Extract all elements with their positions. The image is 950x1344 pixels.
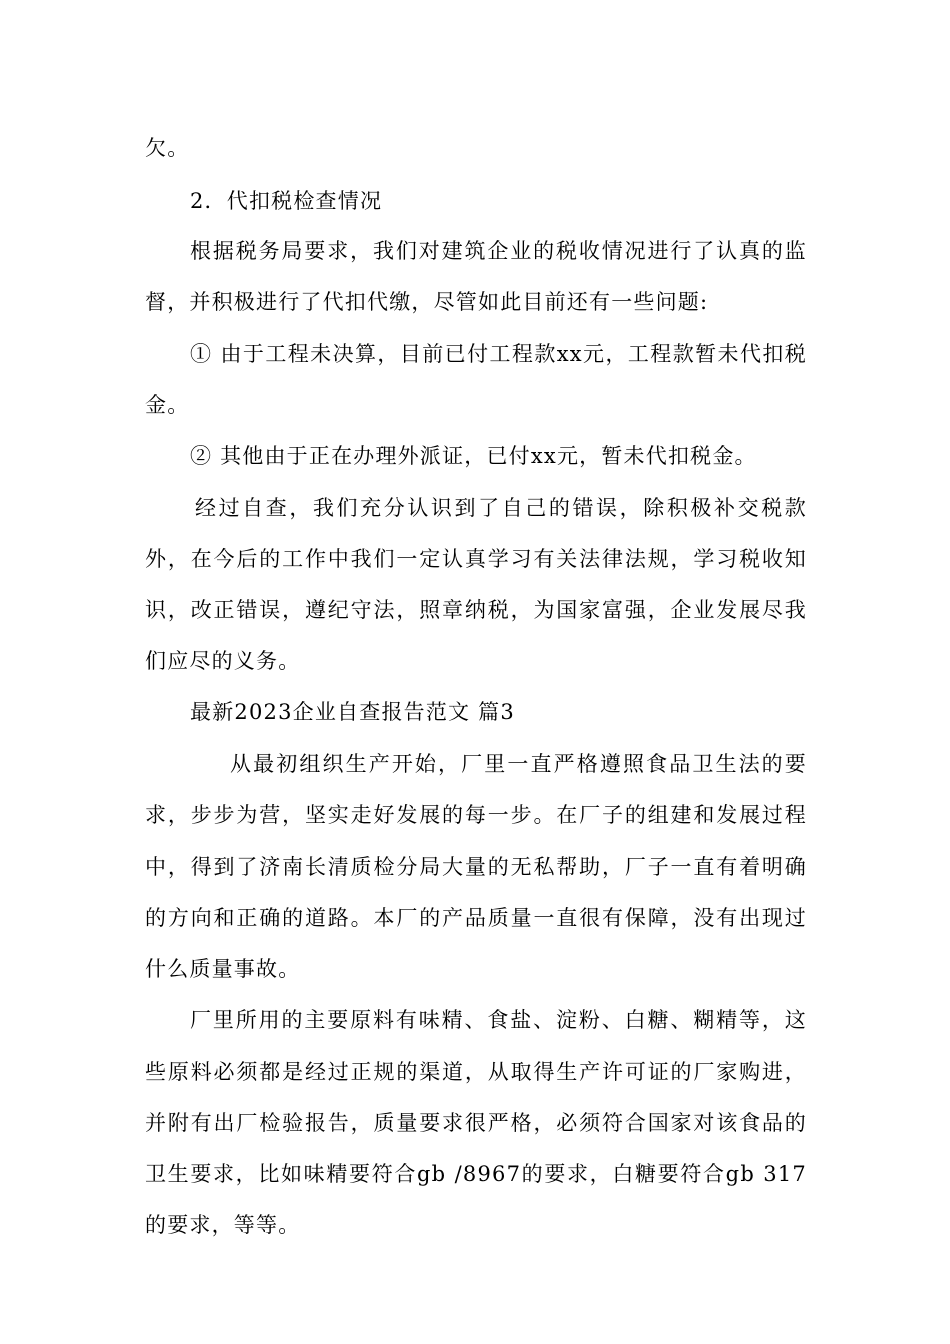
text-line: 厂里所用的主要原料有味精、食盐、淀粉、白糖、糊精等，这 (190, 1008, 807, 1032)
text-line: 求，步步为营，坚实走好发展的每一步。在厂子的组建和发展过程 (145, 803, 807, 827)
text-line: 卫生要求，比如味精要符合gb /8967的要求，白糖要符合gb 317 (145, 1162, 807, 1186)
text-line: 金。 (145, 393, 190, 417)
text-line: 中，得到了济南长清质检分局大量的无私帮助，厂子一直有着明确 (145, 855, 807, 879)
text-line: 识，改正错误，遵纪守法，照章纳税，为国家富强，企业发展尽我 (145, 598, 807, 622)
section-heading: 最新2023企业自查报告范文 篇3 (190, 700, 515, 724)
text-line: 从最初组织生产开始，厂里一直严格遵照食品卫生法的要 (230, 752, 807, 776)
text-line: ② 其他由于正在办理外派证，已付xx元，暂未代扣税金。 (190, 444, 757, 468)
text-line: 欠。 (145, 136, 190, 160)
text-line: 外，在今后的工作中我们一定认真学习有关法律法规，学习税收知 (145, 547, 807, 571)
text-line: 并附有出厂检验报告，质量要求很严格，必须符合国家对该食品的 (145, 1111, 807, 1135)
text-line: 些原料必须都是经过正规的渠道，从取得生产许可证的厂家购进， (145, 1060, 807, 1084)
text-line: 经过自查，我们充分认识到了自己的错误，除积极补交税款 (195, 496, 807, 520)
text-line: 什么质量事故。 (145, 957, 301, 981)
text-line: 的要求，等等。 (145, 1213, 301, 1237)
text-line: 根据税务局要求，我们对建筑企业的税收情况进行了认真的监 (190, 239, 807, 263)
section-heading: 2．代扣税检查情况 (190, 189, 383, 213)
text-line: 督，并积极进行了代扣代缴，尽管如此目前还有一些问题: (145, 290, 709, 314)
text-line: ① 由于工程未决算，目前已付工程款xx元，工程款暂未代扣税 (190, 342, 807, 366)
text-line: 们应尽的义务。 (145, 649, 301, 673)
text-line: 的方向和正确的道路。本厂的产品质量一直很有保障，没有出现过 (145, 906, 807, 930)
